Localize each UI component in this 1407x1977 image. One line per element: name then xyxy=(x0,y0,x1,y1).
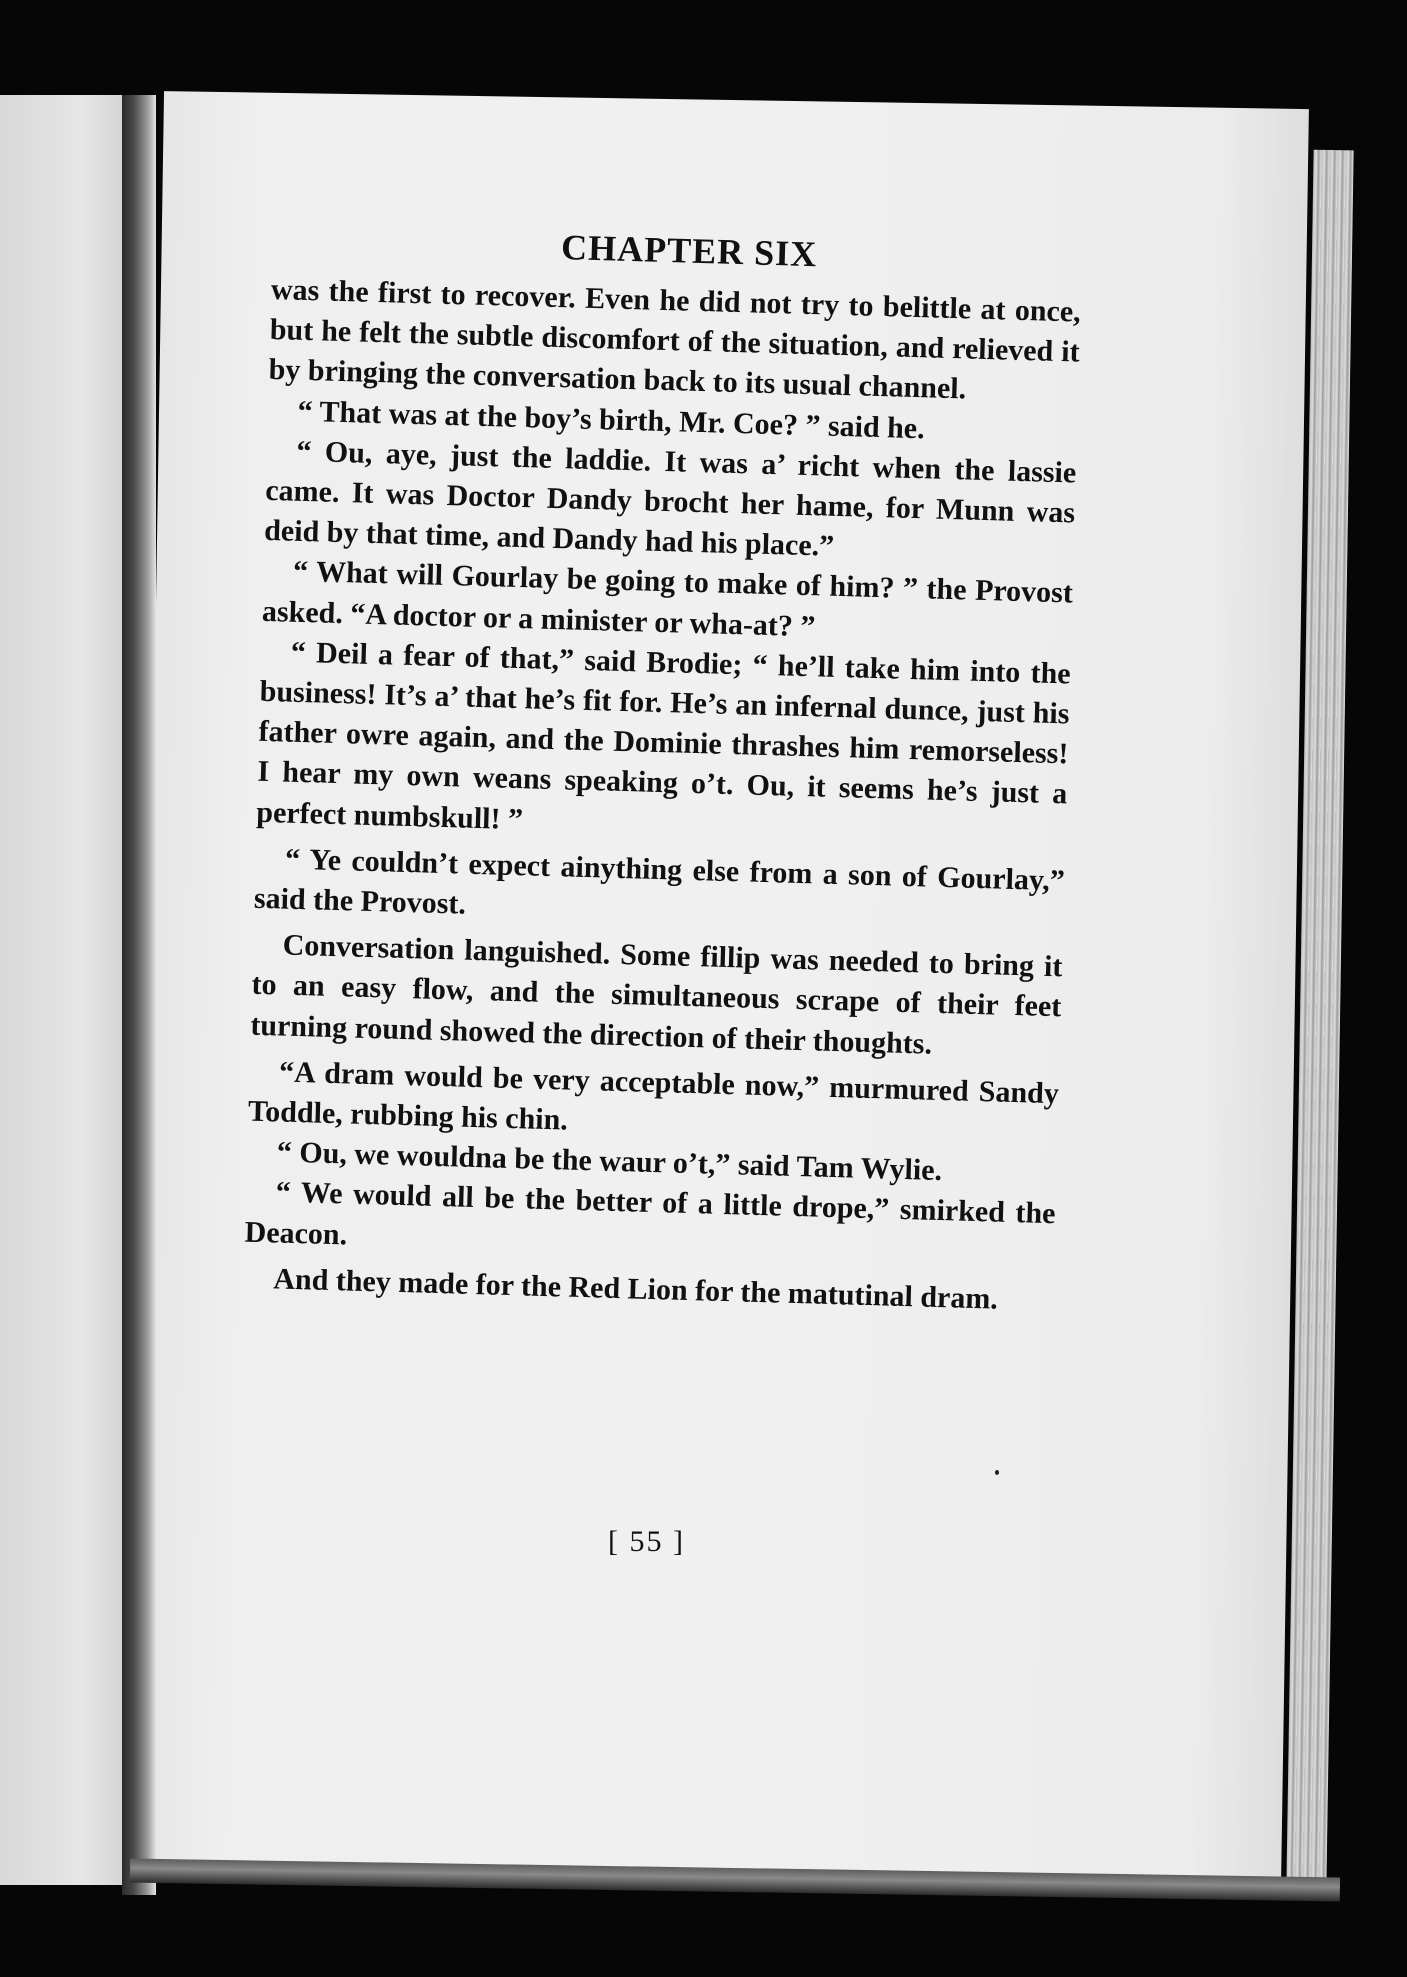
paragraph: “ What will Gourlay be going to make of him? ” the Provost asked. “A doctor or a minister or wha-at? ” xyxy=(261,555,1074,643)
paragraph: was the first to recover. Even he did not try to belittle at once, but he felt the subtle discomfort of the situation, and relieved it by bringing the conversation back to its usual channel. xyxy=(268,272,1082,406)
page-number: [ 55 ] xyxy=(608,1525,685,1558)
page-text xyxy=(243,218,1083,1321)
paragraph: “ Ou, aye, just the laddie. It was a’ richt when the lassie came. It was Doctor Dandy brocht her hame, for Munn was deid by that time, and Dandy had his place.” xyxy=(263,434,1077,564)
paragraph: “ Ye couldn’t expect ainything else from a son of Gourlay,” said the Provost. xyxy=(253,842,1066,921)
paragraph: “ Ou, we wouldna be the waur o’t,” said Tam Wylie. xyxy=(276,1135,943,1188)
previous-page-edge xyxy=(0,95,138,1885)
ink-speck xyxy=(995,1470,999,1475)
chapter-heading: CHAPTER SIX xyxy=(560,227,818,275)
book-gutter xyxy=(122,95,156,1895)
paragraph: “ Deil a fear of that,” said Brodie; “ he’ll take him into the business! It’s a’ that he’s fit for. He’s an infernal dunce, just his father owre again, and the Dominie thrashes him remorseless! I hear my own weans speaking o’t. Ou, it seems he’s just a perfect numbskull! ” xyxy=(255,635,1072,836)
paragraph: “ We would all be the better of a little drope,” smirked the Deacon. xyxy=(244,1175,1056,1252)
paragraph: And they made for the Red Lion for the matutinal dram. xyxy=(272,1262,999,1316)
paragraph: “ That was at the boy’s birth, Mr. Coe? ” said he. xyxy=(297,394,926,445)
paragraph: Conversation languished. Some fillip was needed to bring it to an easy flow, and the simultaneous scrape of their feet turning round showed the direction of their thoughts. xyxy=(250,928,1063,1061)
paragraph: “A dram would be very acceptable now,” murmured Sandy Toddle, rubbing his chin. xyxy=(247,1055,1060,1137)
